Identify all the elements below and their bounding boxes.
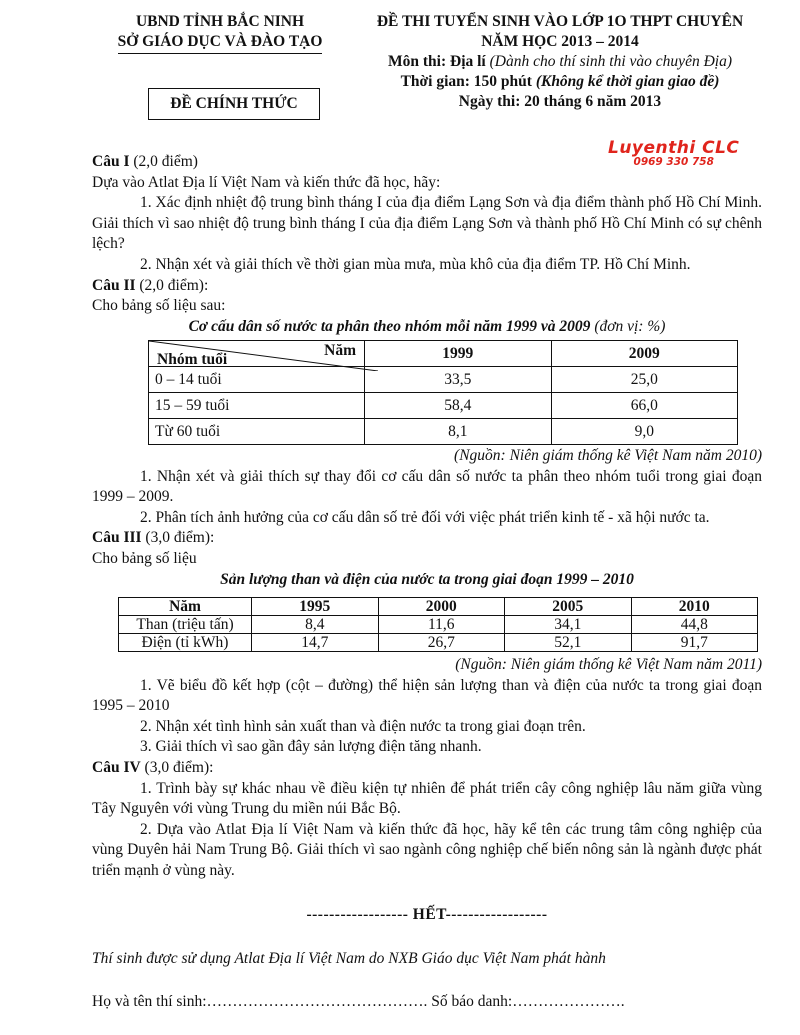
question-1 xyxy=(92,152,762,337)
cell-value: 66,0 xyxy=(551,393,738,419)
q1-item2: 2. Nhận xét và giải thích về thời gian mùa mưa, mùa khô của địa điểm TP. Hồ Chí Minh. xyxy=(140,255,691,273)
header-cell: 2005 xyxy=(505,598,632,616)
header-cell: 2010 xyxy=(631,598,758,616)
q3-points: (3,0 điểm): xyxy=(145,529,215,547)
q3-item2: 2. Nhận xét tình hình sản xuất than và điện nước ta trong giai đoạn trên. xyxy=(140,717,586,735)
header-cell: Năm xyxy=(119,598,252,616)
q2-item1: 1. Nhận xét và giải thích sự thay đổi cơ cấu dân số nước ta phân theo nhóm tuổi trong giai đoạn 1999 – 2009. xyxy=(92,467,762,506)
q1-title: Câu I xyxy=(92,153,130,170)
school-year: NĂM HỌC 2013 – 2014 xyxy=(481,33,639,50)
exam-title: ĐỀ THI TUYỂN SINH VÀO LỚP 1O THPT CHUYÊN xyxy=(376,13,744,30)
year-header: 2009 xyxy=(551,341,738,367)
issuer-department: SỞ GIÁO DỤC VÀ ĐÀO TẠO xyxy=(118,32,323,54)
coal-electricity-table xyxy=(118,597,758,652)
cell-value: 58,4 xyxy=(365,393,552,419)
q4-title: Câu IV xyxy=(92,758,141,776)
q2-unit: (đơn vị: %) xyxy=(594,317,666,335)
q2-caption: Cơ cấu dân số nước ta phân theo nhóm mỗi năm 1999 và 2009 xyxy=(188,317,591,335)
table-header-row xyxy=(119,598,758,616)
exam-date: Ngày thi: 20 tháng 6 năm 2013 xyxy=(458,93,662,110)
table-row xyxy=(119,616,758,634)
q1-intro: Dựa vào Atlat Địa lí Việt Nam và kiến thức đã học, hãy: xyxy=(92,173,441,191)
corner-year-label: Năm xyxy=(324,342,356,359)
cell-value: 9,0 xyxy=(551,419,738,445)
cell-value: 14,7 xyxy=(252,634,379,652)
subject-note: (Dành cho thí sinh thi vào chuyên Địa) xyxy=(489,53,732,70)
q4-item1: 1. Trình bày sự khác nhau về điều kiện tự nhiên để phát triển cây công nghiệp lâu năm giữa vùng Tây Nguyên với vùng Trung du miền núi Bắc Bộ. xyxy=(92,779,762,818)
cell-value: 44,8 xyxy=(631,616,758,634)
q2-intro: Cho bảng số liệu sau: xyxy=(92,297,226,315)
q3-item1: 1. Vẽ biểu đồ kết hợp (cột – đường) thể hiện sản lượng than và điện của nước ta trong giai đoạn 1995 – 2010 xyxy=(92,676,762,715)
row-label: 15 – 59 tuổi xyxy=(149,393,365,419)
row-label: Điện (tỉ kWh) xyxy=(119,634,252,652)
table-row xyxy=(119,634,758,652)
table-row xyxy=(149,419,738,445)
time-note: (Không kể thời gian giao đề) xyxy=(535,73,720,90)
cell-value: 8,1 xyxy=(365,419,552,445)
issuer-block xyxy=(70,12,370,54)
atlas-note: Thí sinh được sử dụng Atlat Địa lí Việt Nam do NXB Giáo dục Việt Nam phát hành xyxy=(92,950,606,967)
q3-title: Câu III xyxy=(92,529,142,547)
header-cell: 1995 xyxy=(252,598,379,616)
cell-value: 91,7 xyxy=(631,634,758,652)
cell-value: 25,0 xyxy=(551,367,738,393)
q2-item2: 2. Phân tích ảnh hưởng của cơ cấu dân số trẻ đối với việc phát triển kinh tế - xã hội nước ta. xyxy=(140,508,710,526)
row-label: Than (triệu tấn) xyxy=(119,616,252,634)
q3-intro: Cho bảng số liệu xyxy=(92,549,197,567)
row-label: Từ 60 tuổi xyxy=(149,419,365,445)
q4-points: (3,0 điểm): xyxy=(144,758,214,776)
cell-value: 26,7 xyxy=(378,634,505,652)
cell-value: 52,1 xyxy=(505,634,632,652)
cell-value: 8,4 xyxy=(252,616,379,634)
q1-item1: 1. Xác định nhiệt độ trung bình tháng I của địa điểm Lạng Sơn và địa điểm thành phố Hồ Chí Minh. Giải thích vì sao nhiệt độ trung bình tháng I của địa điểm Lạng Sơn và thành phố Hồ Chí Minh có sự chênh lệch? xyxy=(92,194,762,253)
population-table xyxy=(148,340,738,445)
cell-value: 34,1 xyxy=(505,616,632,634)
cell-value: 33,5 xyxy=(365,367,552,393)
q3-caption: Sản lượng than và điện của nước ta trong giai đoạn 1999 – 2010 xyxy=(220,570,634,588)
candidate-fields: Họ và tên thí sinh:……………………………………. Số báo danh:…………………. xyxy=(92,993,625,1010)
question-2-body xyxy=(92,446,762,590)
brand-name: Luyenthi CLC xyxy=(608,138,740,158)
table-corner xyxy=(149,341,365,367)
issuer-province: UBND TỈNH BẮC NINH xyxy=(135,13,305,30)
q2-title: Câu II xyxy=(92,276,136,294)
time-label: Thời gian: 150 phút xyxy=(400,73,532,90)
q2-source: (Nguồn: Niên giám thống kê Việt Nam năm 2010) xyxy=(454,447,762,464)
subject-label: Môn thi: Địa lí xyxy=(388,53,486,70)
table-row xyxy=(149,393,738,419)
row-label: 0 – 14 tuổi xyxy=(149,367,365,393)
q2-points: (2,0 điểm): xyxy=(139,276,209,294)
corner-group-label: Nhóm tuổi xyxy=(157,351,228,368)
header-cell: 2000 xyxy=(378,598,505,616)
year-header: 1999 xyxy=(365,341,552,367)
official-stamp: ĐỀ CHÍNH THỨC xyxy=(148,88,320,120)
brand-phone: 0969 330 758 xyxy=(633,156,714,168)
q3-source: (Nguồn: Niên giám thống kê Việt Nam năm 2011) xyxy=(455,656,762,673)
q1-points: (2,0 điểm) xyxy=(133,153,198,170)
exam-title-block xyxy=(335,12,785,112)
end-mark: ------------------ HẾT------------------ xyxy=(306,906,548,923)
cell-value: 11,6 xyxy=(378,616,505,634)
question-3-body xyxy=(92,655,762,882)
q4-item2: 2. Dựa vào Atlat Địa lí Việt Nam và kiến thức đã học, hãy kể tên các trung tâm công nghiệp của vùng Duyên hải Nam Trung Bộ. Giải thích vì sao ngành công nghiệp chế biến nông sản là ngành được phát triển mạnh ở vùng này. xyxy=(92,820,762,879)
q3-item3: 3. Giải thích vì sao gần đây sản lượng điện tăng nhanh. xyxy=(140,738,482,756)
